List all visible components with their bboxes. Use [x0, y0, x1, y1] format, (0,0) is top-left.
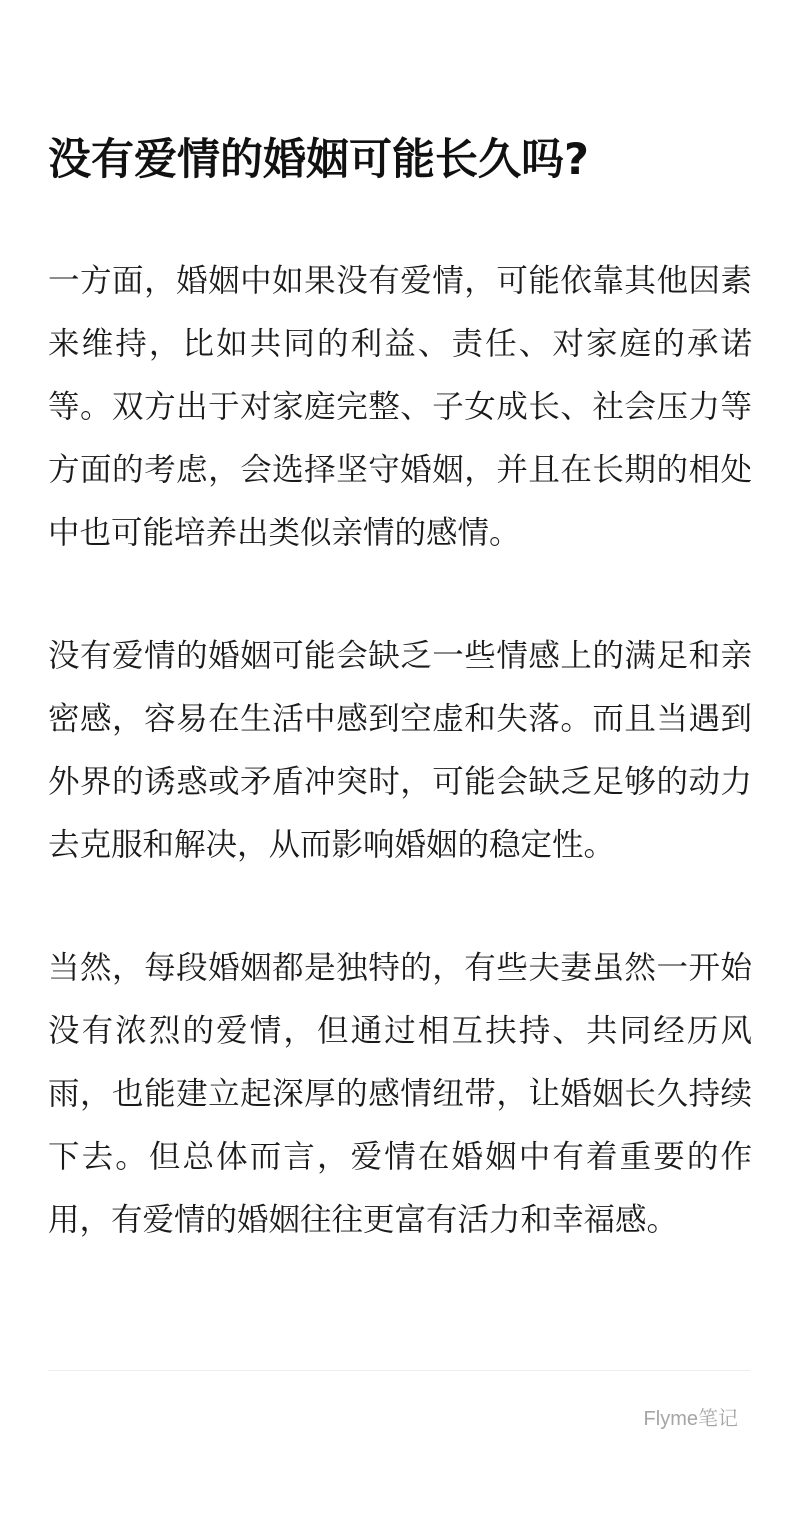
note-paragraph-1: 一方面，婚姻中如果没有爱情，可能依靠其他因素来维持，比如共同的利益、责任、对家庭的承诺等。双方出于对家庭完整、子女成长、社会压力等方面的考虑，会选择坚守婚姻，并且在长期的相处中也可能培养出类似亲情的感情。 — [48, 263, 752, 551]
note-paragraph-3: 当然，每段婚姻都是独特的，有些夫妻虽然一开始没有浓烈的爱情，但通过相互扶持、共同经历风雨，也能建立起深厚的感情纽带，让婚姻长久持续下去。但总体而言，爱情在婚姻中有着重要的作用，有爱情的婚姻往往更富有活力和幸福感。 — [48, 950, 752, 1238]
note-title: 没有爱情的婚姻可能长久吗? — [48, 135, 589, 185]
note-body — [48, 250, 752, 1312]
app-watermark: Flyme笔记 — [643, 1408, 738, 1430]
footer-divider — [48, 1370, 750, 1371]
note-paragraph-2: 没有爱情的婚姻可能会缺乏一些情感上的满足和亲密感，容易在生活中感到空虚和失落。而且当遇到外界的诱惑或矛盾冲突时，可能会缺乏足够的动力去克服和解决，从而影响婚姻的稳定性。 — [48, 638, 752, 863]
